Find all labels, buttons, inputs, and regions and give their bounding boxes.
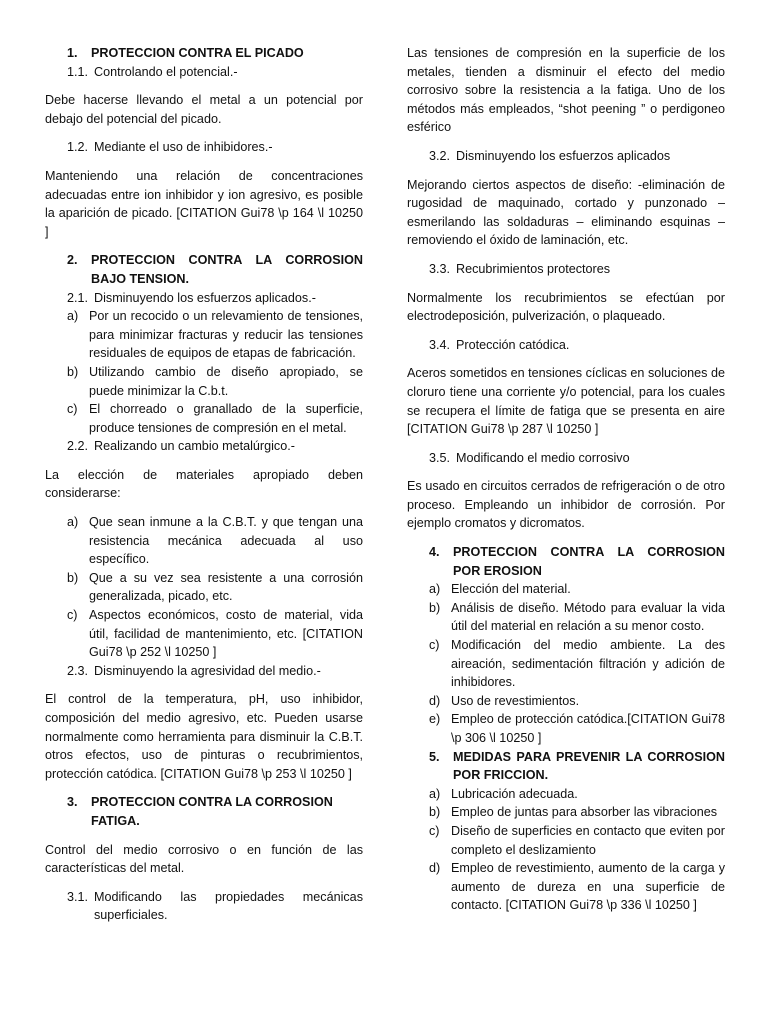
subsection-title: Modificando el medio corrosivo: [456, 450, 630, 465]
paragraph: Normalmente los recubrimientos se efectúan por electrodeposición, pulverización, o plaqueado.: [407, 290, 725, 324]
subsection-3-2-heading: [407, 147, 725, 166]
subsection-1-1-heading: [45, 63, 363, 82]
list-2-2: [45, 513, 363, 662]
subsection-title: Protección catódica.: [456, 337, 570, 352]
subsection-number: 2.3.: [67, 663, 89, 678]
list-4: [407, 580, 725, 747]
subsection-title: Recubrimientos protectores: [456, 261, 610, 276]
subsection-number: 2.2.: [67, 439, 89, 454]
list-item: c) Modificación del medio ambiente. La des aireación, sedimentación filtración y adición de inhibidores.: [429, 638, 725, 690]
list-item: c) Aspectos económicos, costo de material, vida útil, facilidad de mantenimiento, etc. [CITATION Gui78 \p 252 \l 10250 ]: [67, 608, 363, 660]
section-title: PROTECCION CONTRA LA CORROSION BAJO TENSION.: [91, 253, 363, 286]
list-item: a) Lubricación adecuada.: [429, 786, 578, 801]
subsection-3-1-heading: [45, 888, 363, 925]
subsection-number: 3.5.: [429, 450, 451, 465]
section-number: 1.: [67, 46, 78, 60]
subsection-number: 1.1.: [67, 64, 89, 79]
paragraph: Manteniendo una relación de concentraciones adecuadas entre ion inhibidor y ion agresivo, es posible la aparición de picado. [CITATION Gui78 \p 164 \l 10250 ]: [45, 168, 363, 239]
section-number: 2.: [67, 253, 78, 268]
subsection-title: Modificando las propiedades mecánicas superficiales.: [94, 889, 363, 923]
paragraph: Control del medio corrosivo o en función de las características del metal.: [45, 842, 363, 876]
paragraph: El control de la temperatura, pH, uso inhibidor, composición del medio agresivo, etc. Pueden usarse normalmente como herramienta para disminuir la C.B.T. otros efectos, uso de pinturas o recubrimientos, protección catódica. [CITATION Gui78 \p 253 \l 10250 ]: [45, 692, 363, 781]
list-item: d) Empleo de revestimiento, aumento de la carga y aumento de dureza en una superficie de contacto. [CITATION Gui78 \p 336 \l 10250 ]: [429, 861, 725, 913]
subsection-number: 3.3.: [429, 261, 451, 276]
left-column: [45, 44, 363, 925]
subsection-title: Disminuyendo la agresividad del medio.-: [94, 663, 321, 678]
subsection-3-3-heading: [407, 260, 725, 279]
right-column: [407, 44, 725, 915]
subsection-number: 3.2.: [429, 148, 451, 163]
subsection-number: 3.4.: [429, 337, 451, 352]
section-title: MEDIDAS PARA PREVENIR LA CORROSION POR FRICCION.: [453, 749, 725, 783]
paragraph: Mejorando ciertos aspectos de diseño: -eliminación de rugosidad de maquinado, cortado y punzonado – esmerilando las soldaduras – eliminando esquinas – removiendo el óxido de laminación, etc.: [407, 177, 725, 248]
subsection-title: Controlando el potencial.-: [94, 64, 238, 79]
section-title: PROTECCION CONTRA EL PICADO: [91, 46, 304, 60]
section-5-heading: [407, 748, 725, 785]
subsection-number: 3.1.: [67, 889, 89, 904]
section-title: PROTECCION CONTRA LA CORROSION POR EROSION: [453, 545, 725, 578]
subsection-2-2-heading: [45, 437, 363, 456]
section-number: 3.: [67, 795, 78, 810]
section-3-heading: [45, 793, 363, 830]
list-item: c) El chorreado o granallado de la superficie, produce tensiones de compresión en el metal.: [67, 402, 363, 435]
subsection-title: Disminuyendo los esfuerzos aplicados: [456, 148, 671, 163]
subsection-number: 2.1.: [67, 290, 89, 305]
subsection-1-2-heading: [45, 138, 363, 157]
list-item: b) Utilizando cambio de diseño apropiado, se puede minimizar la C.b.t.: [67, 364, 363, 398]
list-item: b) Que a su vez sea resistente a una corrosión generalizada, picado, etc.: [67, 570, 363, 604]
section-4-heading: [407, 543, 725, 580]
list-5: [407, 785, 725, 915]
section-2-heading: [45, 251, 363, 288]
paragraph: La elección de materiales apropiado deben considerarse:: [45, 467, 363, 501]
subsection-2-3-heading: [45, 662, 363, 681]
subsection-3-5-heading: [407, 449, 725, 468]
section-number: 5.: [429, 749, 440, 764]
list-item: c) Diseño de superficies en contacto que eviten por completo el deslizamiento: [429, 823, 725, 857]
list-item: a) Por un recocido o un relevamiento de tensiones, para minimizar fracturas y reducir las tensiones residuales de equipos de etapas de fabricación.: [67, 309, 363, 361]
subsection-title: Realizando un cambio metalúrgico.-: [94, 439, 295, 454]
paragraph: Es usado en circuitos cerrados de refrigeración o de otro proceso. Empleando un inhibidor de corrosión. Por ejemplo cromatos y dicromatos.: [407, 479, 725, 531]
subsection-title: Mediante el uso de inhibidores.-: [94, 140, 273, 155]
list-item: b) Empleo de juntas para absorber las vibraciones: [429, 805, 718, 820]
paragraph: Debe hacerse llevando el metal a un potencial por debajo del potencial del picado.: [45, 93, 363, 126]
paragraph: Aceros sometidos en tensiones cíclicas en soluciones de cloruro tiene una corriente y/o potencial, para los cuales se recupera el límite de fatiga que se presenta en aire [CITATION Gui78 \p 287 \l 10250 ]: [407, 366, 725, 437]
subsection-3-4-heading: [407, 336, 725, 355]
section-title: PROTECCION CONTRA LA CORROSION FATIGA.: [91, 795, 333, 828]
list-item: b) Análisis de diseño. Método para evaluar la vida útil del material en relación a su menor costo.: [429, 600, 725, 634]
list-item: a) Que sean inmune a la C.B.T. y que tengan una resistencia mecánica adecuada al uso específico.: [67, 515, 363, 567]
subsection-2-1-heading: [45, 289, 363, 308]
section-number: 4.: [429, 545, 440, 560]
list-item: a) Elección del material.: [429, 582, 571, 597]
subsection-title: Disminuyendo los esfuerzos aplicados.-: [94, 290, 316, 305]
section-1-heading: [45, 44, 363, 63]
list-2-1: [45, 307, 363, 437]
list-item: d) Uso de revestimientos.: [429, 693, 580, 708]
list-item: e) Empleo de protección catódica.[CITATION Gui78 \p 306 \l 10250 ]: [429, 712, 725, 745]
subsection-number: 1.2.: [67, 140, 89, 155]
paragraph: Las tensiones de compresión en la superficie de los metales, tienden a disminuir el efecto del medio corrosivo sobre la resistencia a la fatiga. Uno de los métodos más empleados, “shot peening ” o perdigoneo esférico: [407, 46, 725, 135]
